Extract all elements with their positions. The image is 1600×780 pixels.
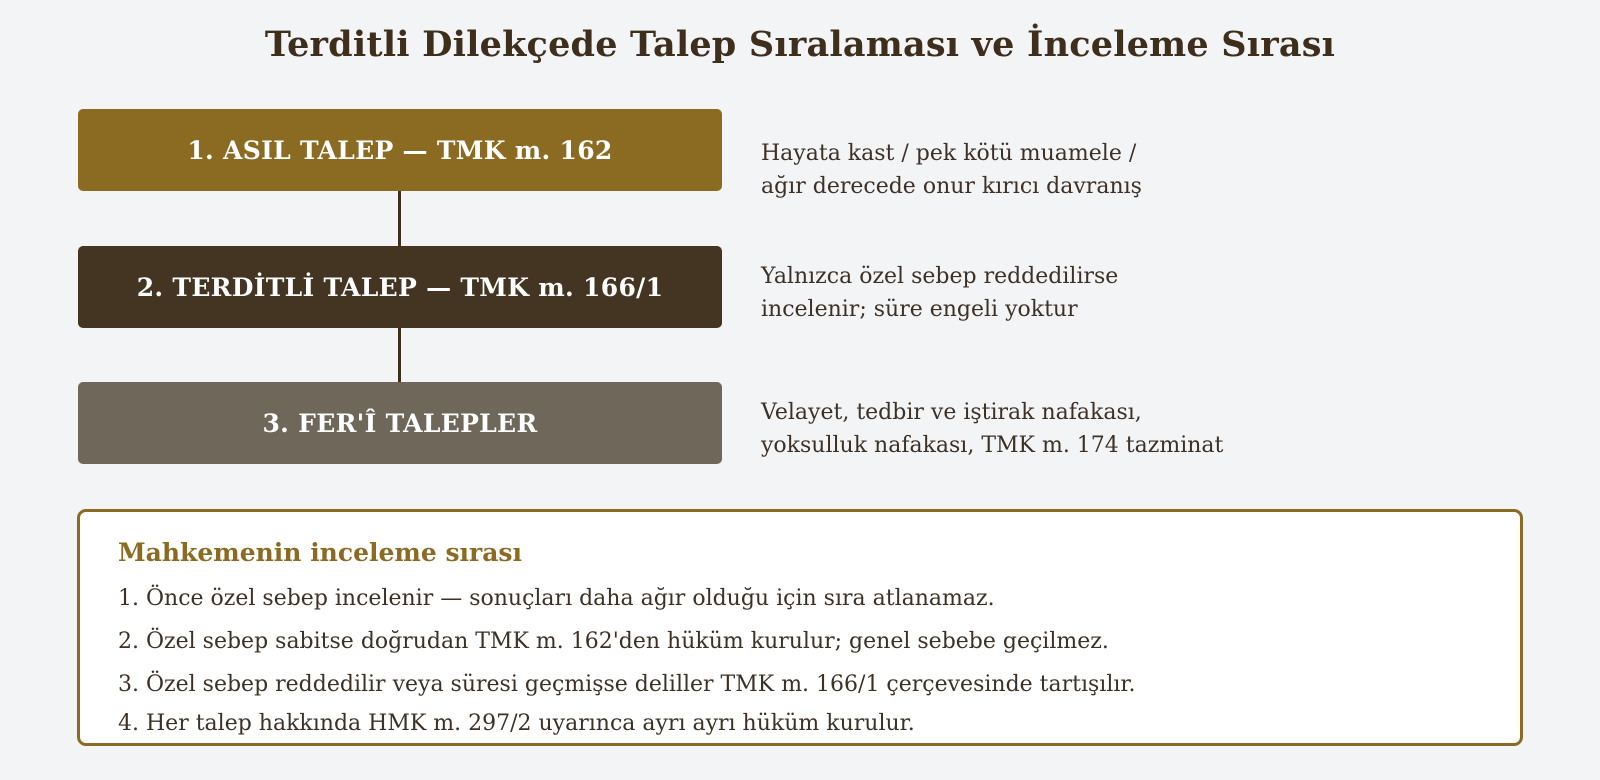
step-description-asil-talep — [761, 137, 1281, 203]
step-description-terditli-talep — [761, 260, 1281, 326]
diagram-title: Terditli Dilekçede Talep Sıralaması ve İnceleme Sırası — [264, 24, 1336, 65]
description-line: Hayata kast / pek kötü muamele / — [761, 141, 1137, 166]
description-line: yoksulluk nafakası, TMK m. 174 tazminat — [761, 433, 1224, 458]
review-order-panel — [77, 509, 1523, 746]
review-panel-title: Mahkemenin inceleme sırası — [118, 538, 522, 567]
review-item: 1. Önce özel sebep incelenir — sonuçları daha ağır olduğu için sıra atlanamaz. — [118, 586, 995, 611]
description-line: Velayet, tedbir ve iştirak nafakası, — [761, 400, 1142, 425]
review-item: 2. Özel sebep sabitse doğrudan TMK m. 162'den hüküm kurulur; genel sebebe geçilmez. — [118, 629, 1109, 654]
review-item: 3. Özel sebep reddedilir veya süresi geçmişse deliller TMK m. 166/1 çerçevesinde tartışılır. — [118, 672, 1136, 697]
connector-2-3 — [398, 328, 401, 382]
step-description-feri-talepler — [761, 396, 1281, 462]
step-box-feri-talepler: 3. FER'Î TALEPLER — [78, 382, 722, 464]
description-line: incelenir; süre engeli yoktur — [761, 297, 1078, 322]
connector-1-2 — [398, 191, 401, 246]
step-box-terditli-talep: 2. TERDİTLİ TALEP — TMK m. 166/1 — [78, 246, 722, 328]
description-line: ağır derecede onur kırıcı davranış — [761, 174, 1142, 199]
review-item: 4. Her talep hakkında HMK m. 297/2 uyarınca ayrı ayrı hüküm kurulur. — [118, 711, 915, 736]
step-box-asil-talep: 1. ASIL TALEP — TMK m. 162 — [78, 109, 722, 191]
description-line: Yalnızca özel sebep reddedilirse — [761, 264, 1119, 289]
